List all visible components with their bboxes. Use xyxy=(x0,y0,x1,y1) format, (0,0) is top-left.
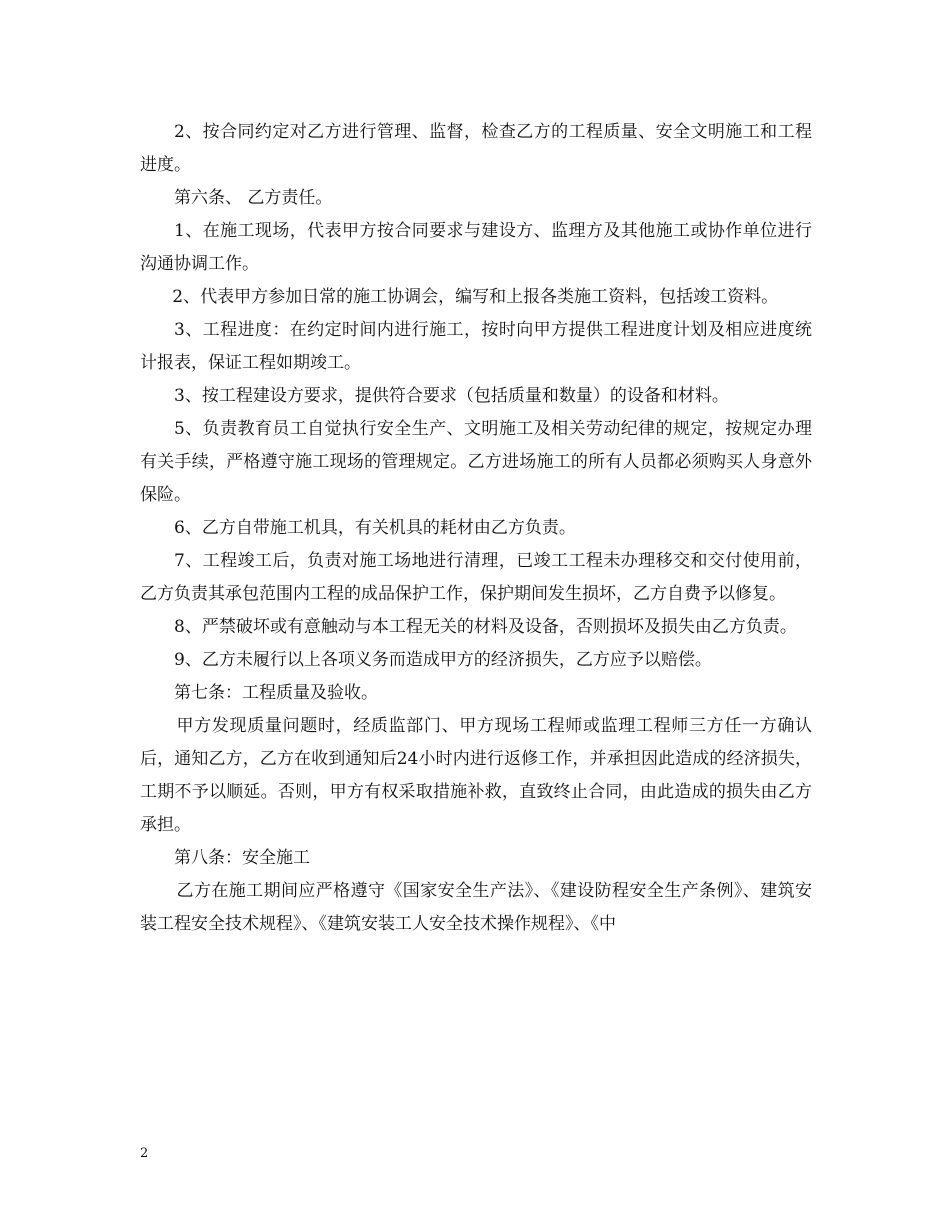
paragraph-8: 7、工程竣工后，负责对施工场地进行清理，已竣工工程未办理移交和交付使用前，乙方负责其承包范围内工程的成品保护工作，保护期间发生损坏，乙方自费予以修复。 xyxy=(140,551,812,604)
section-heading-article-8: 第八条：安全施工 xyxy=(174,848,310,868)
paragraph-9: 8、严禁破坏或有意触动与本工程无关的材料及设备，否则损坏及损失由乙方负责。 xyxy=(174,617,797,637)
paragraph-5: 3、按工程建设方要求，提供符合要求（包括质量和数量）的设备和材料。 xyxy=(174,386,729,406)
paragraph-4: 3、工程进度：在约定时间内进行施工，按时向甲方提供工程进度计划及相应进度统计报表，保证工程如期竣工。 xyxy=(140,320,812,373)
paragraph-7: 6、乙方自带施工机具，有关机具的耗材由乙方负责。 xyxy=(174,518,576,538)
page-number: 2 xyxy=(140,1146,149,1161)
paragraph-2: 1、在施工现场，代表甲方按合同要求与建设方、监理方及其他施工或协作单位进行沟通协调工作。 xyxy=(140,221,812,274)
paragraph-1: 2、按合同约定对乙方进行管理、监督，检查乙方的工程质量、安全文明施工和工程进度。 xyxy=(140,122,812,175)
paragraph-10: 9、乙方未履行以上各项义务而造成甲方的经济损失，乙方应予以赔偿。 xyxy=(174,650,712,670)
section-heading-article-6: 第六条、 乙方责任。 xyxy=(174,188,333,208)
section-heading-article-7: 第七条：工程质量及验收。 xyxy=(174,683,378,703)
paragraph-12: 乙方在施工期间应严格遵守《国家安全生产法》、《建设防程安全生产条例》、建筑安装工程安全技术规程》、《建筑安装工人安全技术操作规程》、《中 xyxy=(140,881,812,934)
paragraph-6: 5、负责教育员工自觉执行安全生产、文明施工及相关劳动纪律的规定，按规定办理有关手续，严格遵守施工现场的管理规定。乙方进场施工的所有人员都必须购买人身意外保险。 xyxy=(140,419,812,505)
paragraph-3: 2、代表甲方参加日常的施工协调会，编写和上报各类施工资料，包括竣工资料。 xyxy=(172,287,779,307)
paragraph-11: 甲方发现质量问题时，经质监部门、甲方现场工程师或监理工程师三方任一方确认后，通知乙方，乙方在收到通知后24小时内进行返修工作，并承担因此造成的经济损失，工期不予以顺延。否则，甲方有权采取措施补救，直致终止合同，由此造成的损失由乙方承担。 xyxy=(140,716,812,835)
document-body xyxy=(140,116,812,941)
